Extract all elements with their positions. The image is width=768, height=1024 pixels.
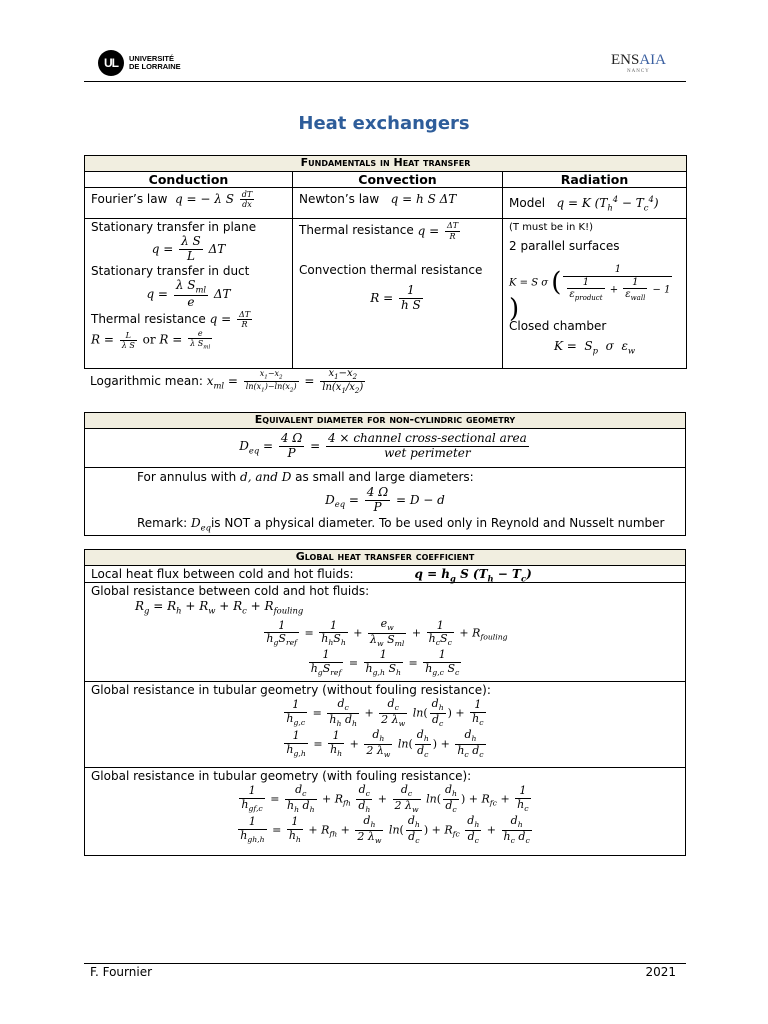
tubular-no-fouling-cell — [85, 682, 686, 768]
stationary-duct-label: Stationary transfer in duct — [91, 263, 250, 278]
closed-chamber-formula: $K = S_p$ σ $\varepsilon_w$ — [553, 339, 636, 356]
header-divider — [84, 81, 686, 82]
university-logo — [98, 50, 181, 76]
university-logo-text — [129, 55, 181, 71]
tubular-no-fouling-formula-h: $\frac{1}{h_{g,h}}$ = $\frac{1}{h_h}$ + $\frac{d_h}{2 \lambda_w}$ ln( $\frac{d_h}{d_c}$ ) + $\frac{d_h}{h_c d_c}$ — [286, 728, 484, 760]
fourier-law-label: Fourier’s law — [91, 192, 168, 206]
local-flux-cell — [85, 566, 686, 583]
local-flux-formula: $q = h_g$ S $(T_h - T_c)$ — [414, 567, 532, 584]
remark-text: Remark: $D_{eq}is$ NOT a physical diameter. To be used only in Reynold and Nusselt number — [137, 515, 665, 533]
convection-resistance-row: Thermal resistance q = $\frac{\Delta T}{R}$ — [299, 221, 459, 241]
annulus-prefix: For annulus with — [137, 470, 237, 485]
page-title: Heat exchangers — [298, 113, 470, 134]
equivalent-heading — [85, 413, 686, 429]
school-logo-sub: NANCY — [626, 69, 650, 74]
fundamentals-table — [84, 155, 687, 369]
footer-year: 2021 — [645, 965, 676, 979]
university-logo-mark: UL — [98, 50, 124, 76]
annulus-cell — [85, 468, 686, 536]
remark-prefix: Remark: — [137, 515, 188, 530]
convection-resistance-label: Thermal resistance — [299, 223, 414, 238]
convection-header: Convection — [293, 172, 503, 188]
global-resistance-formula-1: $\frac{1}{h_gS_{ref}}$ = $\frac{1}{h_hS_h}$ + $\frac{e_w}{\lambda_w S_{ml}}$ + $\frac{1}{h_cS_c}$ + $R_{fouling}$ — [266, 617, 508, 649]
conduction-resistance-row: Thermal resistance q = $\frac{\Delta T}{R}$ — [91, 309, 251, 330]
global-resistance-label: Global resistance between cold and hot fluids: — [91, 584, 370, 598]
global-resistance-formula-2: $\frac{1}{h_gS_{ref}}$ = $\frac{1}{h_{g,h} S_h}$ = $\frac{1}{h_{g,c} S_c}$ — [310, 648, 460, 678]
global-heading — [85, 550, 686, 566]
closed-chamber-label: Closed chamber — [509, 319, 607, 334]
log-mean-formula: $x_{ml}$ = $\frac{x_1-x_2}{\ln(x_1)-\ln(x_2)}$ = $\frac{x_1-x_2}{\ln(x_1/x_2)}$ — [206, 368, 364, 396]
fundamentals-heading — [85, 156, 687, 172]
conduction-resistance-formula: R = $\frac{L}{\text{λ S}}$ or R = $\frac{e}{\lambda S_{ml}}$ — [91, 329, 211, 351]
radiation-model-label: Model — [509, 196, 546, 210]
formula-denominator-text: wet perimeter — [384, 446, 471, 460]
radiation-model-formula: q = K $(T_h^4 - T_c^4)$ — [548, 194, 659, 213]
conduction-resistance-label: Thermal resistance — [91, 312, 206, 327]
page-header — [84, 44, 684, 80]
radiation-details-cell — [503, 219, 687, 369]
tubular-fouling-label: Global resistance in tubular geometry (with fouling resistance): — [91, 769, 472, 783]
tubular-fouling-cell — [85, 768, 686, 856]
global-resistance-sum: $R_g = R_h + R_w + R_c + R_{fouling}$ — [135, 599, 304, 616]
parallel-surfaces-label: 2 parallel surfaces — [509, 239, 620, 254]
local-flux-label: Local heat flux between cold and hot fluids: — [91, 567, 354, 581]
conduction-header: Conduction — [85, 172, 293, 188]
parallel-surfaces-formula: K = S σ ( 1 $\frac{1}{\varepsilon_{product}}$ + $\frac{1}{\varepsilon_{wall}}$ − 1 ) — [509, 264, 671, 325]
global-coefficient-table — [84, 549, 686, 856]
annulus-formula: $D_{eq}$ = $\frac{4 \Omega}{P}$ = D − d — [325, 485, 445, 515]
log-mean-row — [90, 368, 367, 395]
stationary-plane-formula: q = $\frac{\text{λ S}}{L}$ ΔT — [151, 234, 226, 264]
convection-details-cell — [293, 219, 503, 369]
university-line-2: DE LORRAINE — [129, 62, 181, 71]
remark-body: is NOT a physical diameter. To be used only in Reynold and Nusselt number — [210, 515, 665, 530]
fourier-law-formula: q = − λ S $\frac{dT}{dx}$ — [171, 189, 253, 209]
equivalent-diameter-table — [84, 412, 686, 536]
stationary-plane-label: Stationary transfer in plane — [91, 220, 257, 235]
or-label: or — [142, 332, 156, 347]
convection-thermal-resistance-label: Convection thermal resistance — [299, 262, 483, 277]
global-resistance-cell — [85, 583, 686, 682]
footer-author: F. Fournier — [90, 965, 153, 979]
annulus-suffix: as small and large diameters: — [295, 470, 474, 485]
school-logo-ens: ENS — [610, 52, 640, 68]
fourier-law-cell — [85, 188, 293, 219]
school-logo-aia: AIA — [639, 52, 666, 68]
school-logo — [611, 52, 666, 74]
newton-law-label: Newton’s law — [299, 192, 380, 206]
radiation-header: Radiation — [503, 172, 687, 188]
tubular-no-fouling-label: Global resistance in tubular geometry (without fouling resistance): — [91, 683, 491, 697]
convection-resistance-formula: R = $\frac{1}{\text{h S}}$ — [370, 282, 421, 312]
footer-divider — [84, 963, 686, 964]
equivalent-heading-text: Equivalent diameter for non-cylindric geometry — [254, 413, 516, 426]
global-heading-text: Global heat transfer coefficient — [295, 550, 475, 563]
temperature-note: (T must be in K!) — [509, 222, 594, 234]
conduction-details-cell — [85, 219, 293, 369]
fundamentals-heading-text: Fundamentals in Heat transfer — [300, 156, 471, 169]
stationary-duct-formula: q = $\frac{\lambda S_{ml}}{e}$ ΔT — [146, 277, 231, 310]
tubular-fouling-formula-h: $\frac{1}{h_{gh,h}}$ = $\frac{1}{h_h}$ + $R_{fh}$ + $\frac{d_h}{2 \lambda_w}$ ln( $\frac{d_h}{d_c}$ ) + $R_{fc}$ $\frac{d_h}{d_c}$ + $\frac{d_h}{h_c d_c}$ — [240, 814, 530, 846]
formula-numerator-text: channel cross-sectional area — [353, 431, 527, 446]
newton-law-formula: q = h S ΔT — [383, 192, 457, 206]
radiation-model-cell — [503, 188, 687, 219]
tubular-no-fouling-formula-c: $\frac{1}{h_{g,c}}$ = $\frac{d_c}{h_h d_h}$ + $\frac{d_c}{2 \lambda_w}$ ln( $\frac{d_h}{d_c}$ ) + $\frac{1}{h_c}$ — [286, 697, 484, 729]
annulus-text: For annulus with d, and D as small and large diameters: — [137, 470, 474, 485]
log-mean-label: Logarithmic mean: — [90, 374, 203, 389]
newton-law-cell — [293, 188, 503, 219]
tubular-fouling-formula-c: $\frac{1}{h_{gf,c}}$ = $\frac{d_c}{h_h d_h}$ + $R_{fh}$ $\frac{d_c}{d_h}$ + $\frac{d_c}{2 \lambda_w}$ ln( $\frac{d_h}{d_c}$ ) + $R_{fc}$ + $\frac{1}{h_c}$ — [241, 783, 529, 815]
university-line-1: UNIVERSITÉ — [129, 54, 175, 63]
equivalent-diameter-formula: $D_{eq}$ = $\frac{4 \Omega}{P}$ = $\frac{\text{4 × channel cross-sectional area}}{\text{wet perimeter}}$ — [85, 429, 686, 468]
